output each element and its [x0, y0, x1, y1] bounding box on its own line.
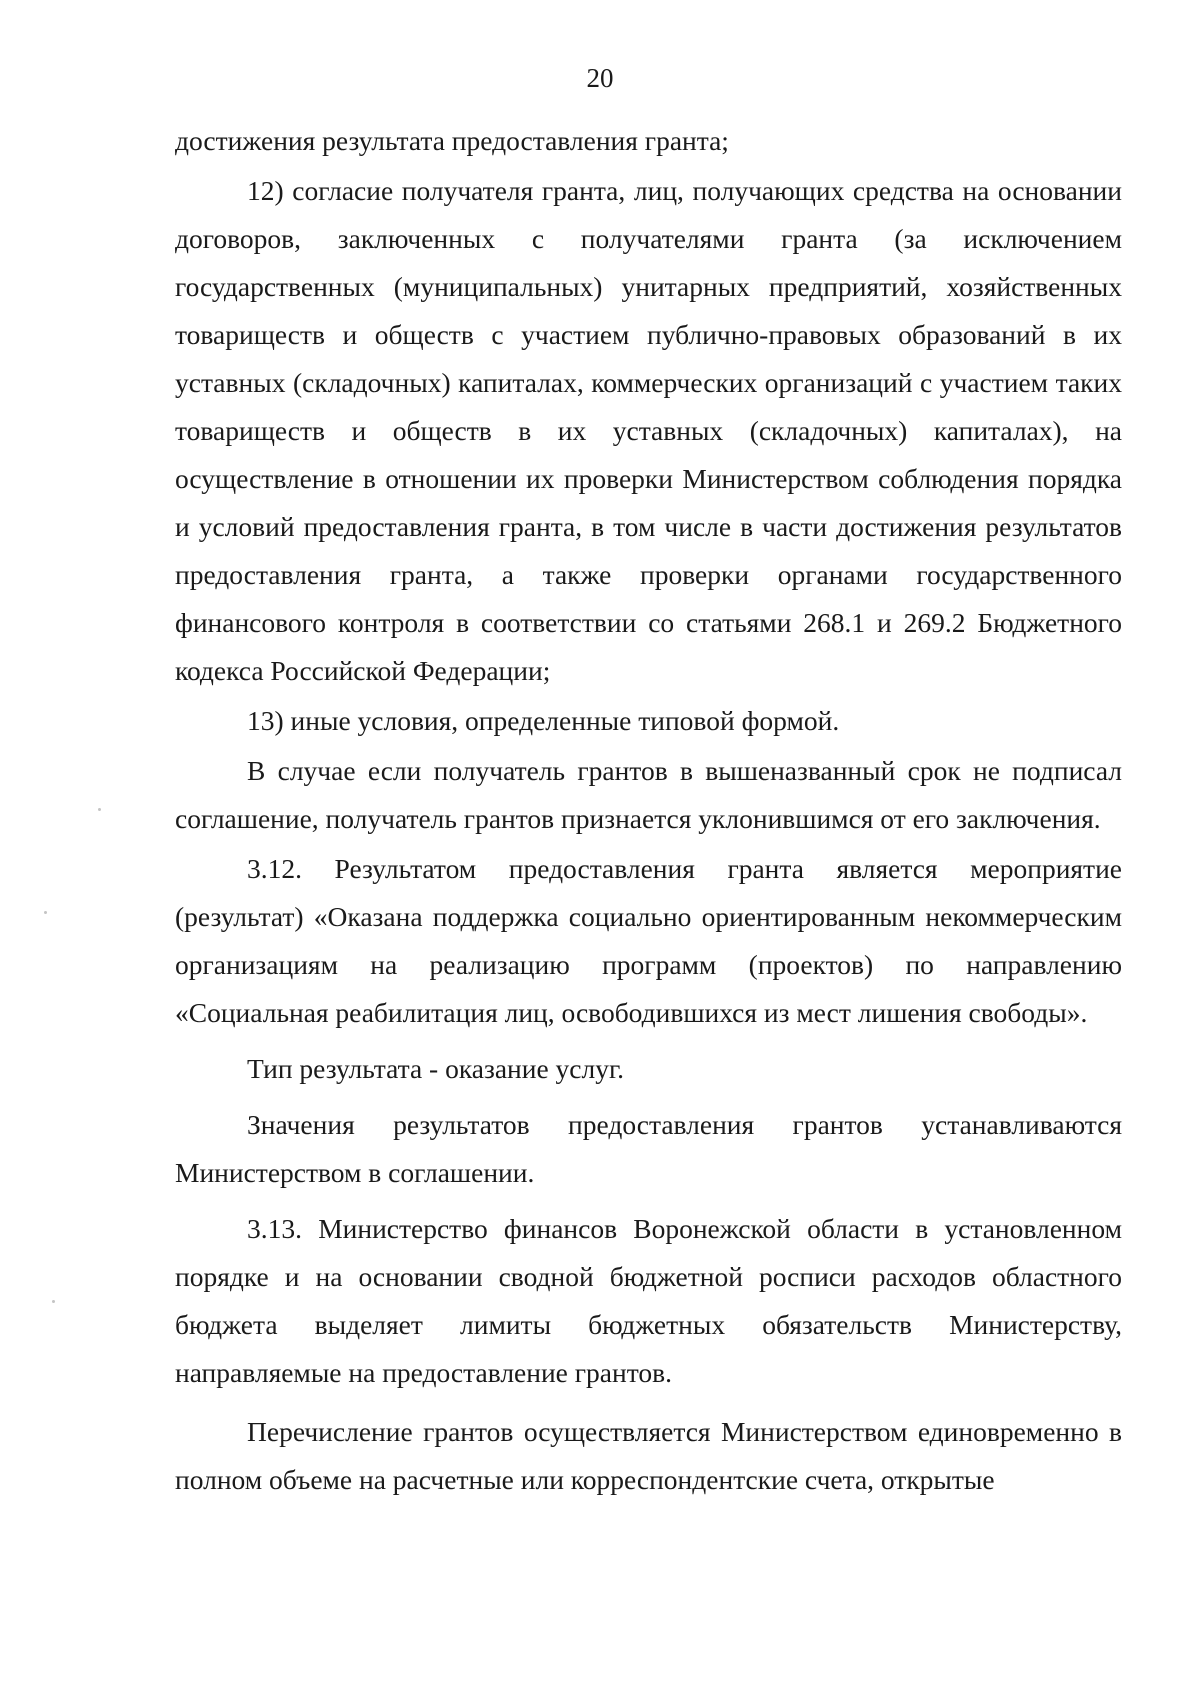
scan-speck: [52, 1300, 55, 1303]
paragraph-continuation: достижения результата предоставления гранта;: [175, 125, 729, 156]
paragraph-section-3-12: 3.12. Результатом предоставления гранта является мероприятие (результат) «Оказана поддержка социально ориентированным некоммерческим организациям на реализацию программ (проектов) по направлению «Социальная реабилитация лиц, освободившихся из мест лишения свободы».: [175, 853, 1122, 1028]
paragraph-item-12: 12) согласие получателя гранта, лиц, получающих средства на основании договоров, заключенных с получателями гранта (за исключением государственных (муниципальных) унитарных предприятий, хозяйственных товариществ и обществ с участием публично-правовых образований в их уставных (складочных) капиталах, коммерческих организаций с участием таких товариществ и обществ в их уставных (складочных) капиталах), на осуществление в отношении их проверки Министерством соблюдения порядка и условий предоставления гранта, в том числе в части достижения результатов предоставления гранта, а также проверки органами государственного финансового контроля в соответствии со статьями 268.1 и 269.2 Бюджетного кодекса Российской Федерации;: [175, 175, 1122, 686]
page-number: 20: [586, 63, 614, 93]
scan-speck: [98, 808, 101, 811]
paragraph-transfer: Перечисление грантов осуществляется Министерством единовременно в полном объеме на расчетные или корреспондентские счета, открытые: [175, 1416, 1122, 1495]
document-body: [175, 117, 1122, 1504]
paragraph-section-3-13: 3.13. Министерство финансов Воронежской области в установленном порядке и на основании сводной бюджетной росписи расходов областного бюджета выделяет лимиты бюджетных обязательств Министерству, направляемые на предоставление грантов.: [175, 1213, 1122, 1388]
paragraph-evasion: В случае если получатель грантов в вышеназванный срок не подписал соглашение, получатель грантов признается уклонившимся от его заключения.: [175, 755, 1122, 834]
paragraph-result-values: Значения результатов предоставления грантов устанавливаются Министерством в соглашении.: [175, 1109, 1122, 1188]
scan-speck: [44, 911, 47, 914]
paragraph-result-type: Тип результата - оказание услуг.: [247, 1053, 625, 1084]
paragraph-item-13: 13) иные условия, определенные типовой формой.: [247, 705, 840, 736]
